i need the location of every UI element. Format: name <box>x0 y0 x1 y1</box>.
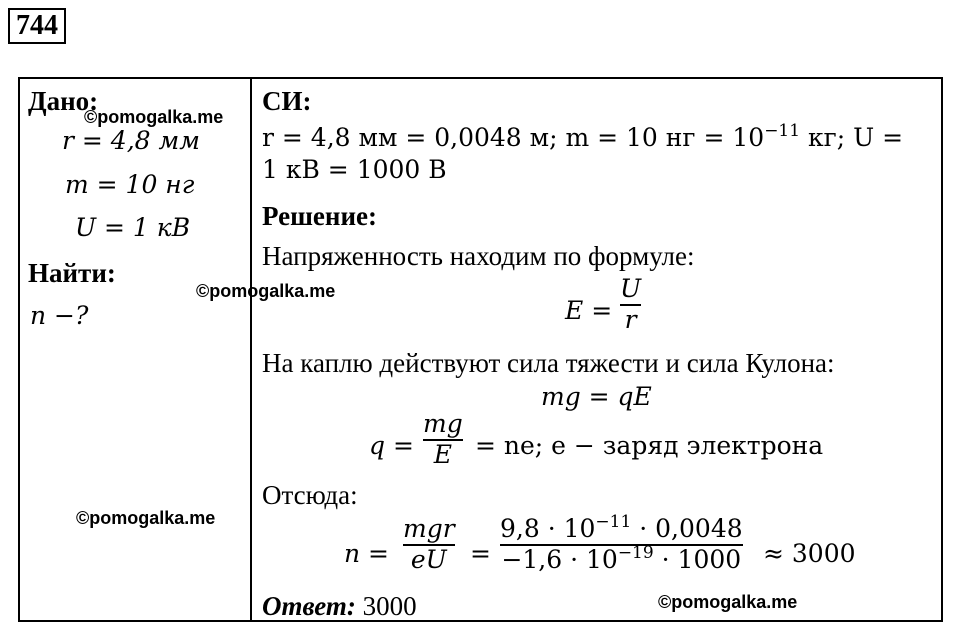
column-divider <box>250 77 252 622</box>
formula-4-den-1: eU <box>410 544 447 574</box>
formula-1-lhs: E = <box>565 296 613 325</box>
formula-4-fraction-2 <box>500 512 743 575</box>
answer-value: 3000 <box>362 591 417 621</box>
formula-3-rhs: = ne; e − заряд электрона <box>475 431 824 460</box>
formula-1-den: r <box>624 304 637 334</box>
den-2-a: −1,6 · 10 <box>501 544 618 574</box>
den-2-exponent: −19 <box>617 542 654 563</box>
si-line-1 <box>262 121 904 152</box>
num-2-a: 9,8 · 10 <box>500 514 596 543</box>
formula-3-den: E <box>433 439 452 469</box>
answer-label: Ответ: <box>262 591 356 621</box>
given-radius: r = 4,8 мм <box>62 126 200 155</box>
watermark: ©pomogalka.me <box>76 508 216 528</box>
given-heading: Дано: <box>28 86 99 116</box>
solution-heading: Решение: <box>262 201 377 231</box>
formula-3-fraction <box>423 410 463 470</box>
formula-4-lhs: n = <box>344 539 389 568</box>
formula-4-fraction-1 <box>403 515 455 575</box>
formula-3-lhs: q = <box>369 431 414 460</box>
watermark: ©pomogalka.me <box>196 281 336 301</box>
si-exponent: −11 <box>764 121 801 141</box>
den-2-b: · 1000 <box>653 544 742 574</box>
solution-text-2: На каплю действуют сила тяжести и сила Кулона: <box>262 348 835 378</box>
si-line-1-a: r = 4,8 мм = 0,0048 м; m = 10 нг = 10 <box>262 123 765 152</box>
formula-1-fraction <box>620 275 641 335</box>
num-2-exponent: −11 <box>595 512 632 532</box>
problem-number: 744 <box>8 8 66 44</box>
formula-4-eq: = <box>470 539 491 568</box>
given-mass: m = 10 нг <box>65 170 195 199</box>
formula-2: mg = qE <box>541 382 652 411</box>
solution-text-1: Напряженность находим по формуле: <box>262 241 695 271</box>
si-line-1-b: кг; U = <box>800 123 904 152</box>
formula-4-result: ≈ 3000 <box>763 539 856 568</box>
watermark: ©pomogalka.me <box>84 107 224 127</box>
si-heading: СИ: <box>262 86 312 116</box>
num-2-b: · 0,0048 <box>631 514 743 543</box>
formula-4-den-2 <box>501 542 742 575</box>
answer-line <box>262 593 417 620</box>
find-value: n −? <box>30 301 89 330</box>
si-line-2: 1 кВ = 1000 В <box>262 155 447 184</box>
solution-text-3: Отсюда: <box>262 480 358 510</box>
formula-1-num: U <box>620 274 642 303</box>
given-voltage: U = 1 кВ <box>75 213 191 242</box>
formula-3-num: mg <box>423 409 463 438</box>
watermark: ©pomogalka.me <box>658 592 798 612</box>
find-heading: Найти: <box>28 258 116 288</box>
formula-4-num-1: mgr <box>403 514 455 543</box>
formula-4-num-2 <box>500 512 743 544</box>
